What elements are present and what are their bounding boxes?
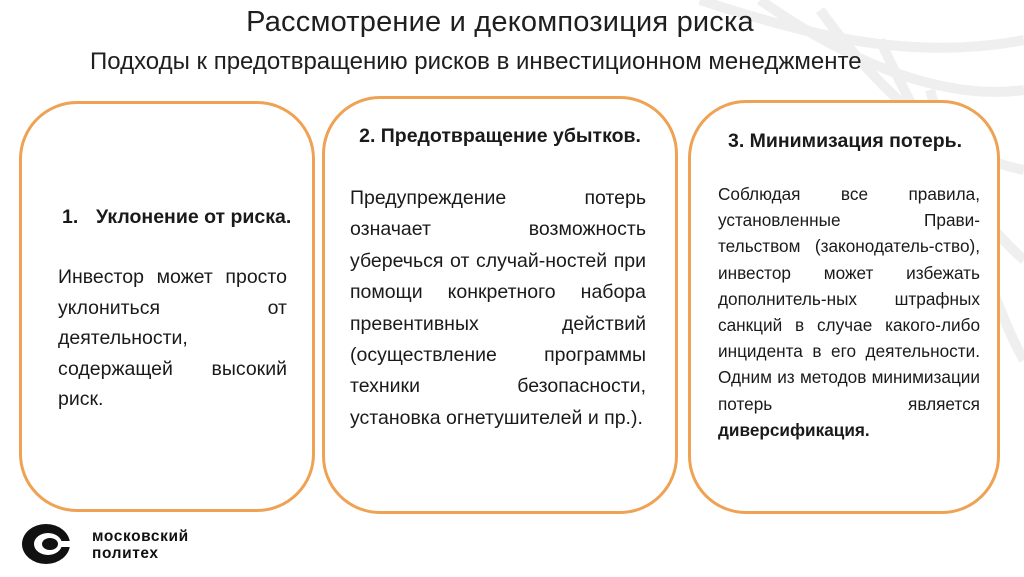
logo-line-1: московский — [92, 528, 189, 545]
card-avoidance-title: Уклонение от риска. — [96, 206, 292, 228]
card-avoidance-heading — [62, 202, 292, 232]
polytech-logo-icon — [20, 522, 72, 566]
page-subtitle: Подходы к предотвращению рисков в инвестиционном менеджменте — [90, 48, 862, 75]
card-avoidance-number: 1. — [62, 206, 79, 228]
card-minimization-heading: 3. Минимизация потерь. — [727, 130, 963, 152]
card-avoidance-body: Инвестор может просто уклониться от деятельности, содержащей высокий риск. — [58, 266, 287, 410]
card-minimization-emphasis: диверсификация. — [718, 419, 870, 440]
card-prevention-body: Предупреждение потерь означает возможность уберечься от случай-ностей при помощи конкретного набора превентивных действий (осуществление программы техники безопасности, установка огнетушителей и пр.). — [350, 187, 646, 429]
card-prevention-heading: 2. Предотвращение убытков. — [359, 125, 641, 147]
polytech-logo-text — [92, 528, 189, 562]
logo-line-2: политех — [92, 545, 159, 562]
page-title: Рассмотрение и декомпозиция риска — [246, 6, 754, 38]
card-minimization-body — [718, 181, 980, 443]
card-minimization-text: Соблюдая все правила, установленные Прави-тельством (законодатель-ство), инвестор может избежать дополнитель-ных штрафных санкций в случае какого-либо инцидента в его деятельности. Одним из методов минимизации потерь является — [718, 184, 980, 414]
